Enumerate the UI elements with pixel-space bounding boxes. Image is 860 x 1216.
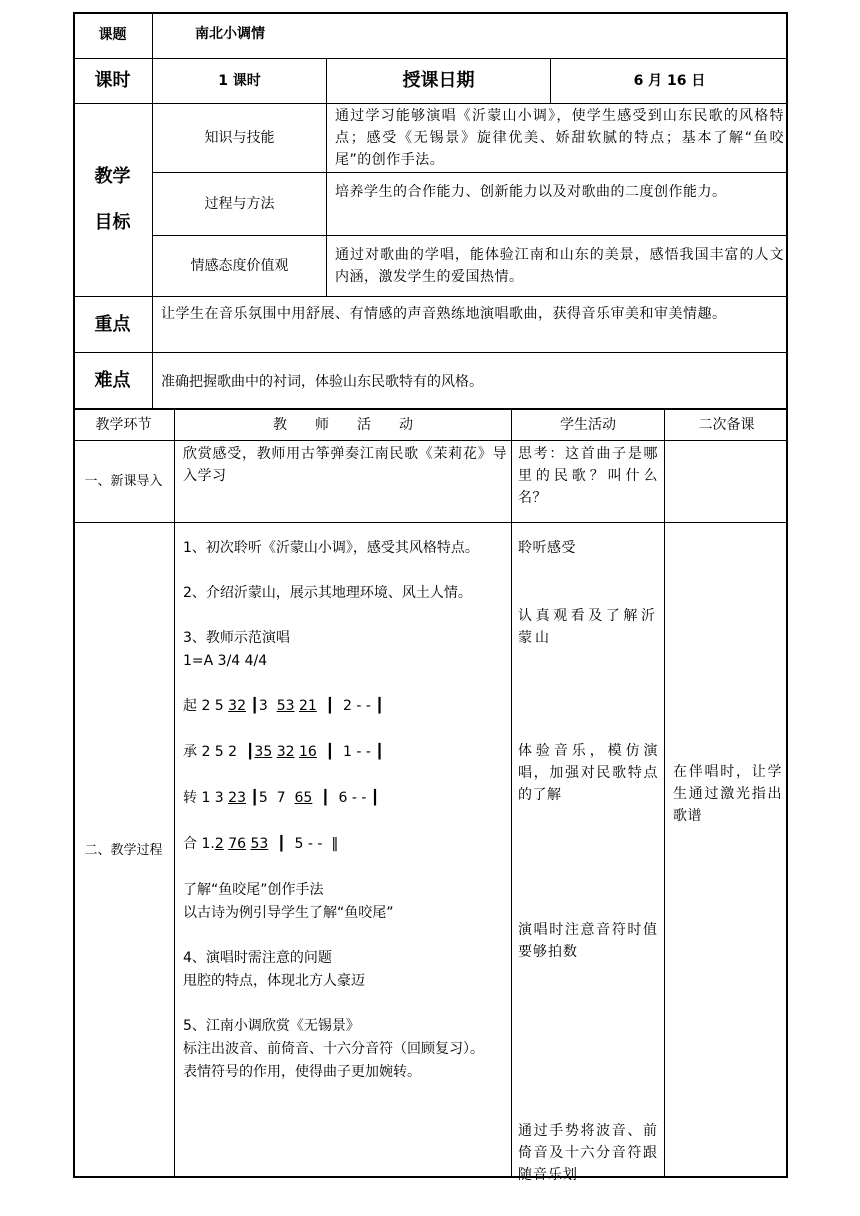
objective-text-knowledge: 通过学习能够演唱《沂蒙山小调》，使学生感受到山东民歌的风格特点；感受《无锡景》旋律优美、娇甜软腻的特点；基本了解“鱼咬尾”的创作手法。 xyxy=(327,104,788,173)
topic-label: 课题 xyxy=(73,12,153,59)
key-points-text: 让学生在音乐氛围中用舒展、有情感的声音熟练地演唱歌曲，获得音乐审美和审美情趣。 xyxy=(153,297,788,353)
fish-bite-tail-1: 了解“鱼咬尾”创作手法 xyxy=(183,882,324,898)
student-step-5: 通过手势将波音、前倚音及十六分音符跟随音乐划 xyxy=(518,1123,658,1183)
step-4: 4、演唱时需注意的问题 xyxy=(183,950,332,966)
step-4-detail: 甩腔的特点，体现北方人豪迈 xyxy=(183,973,365,989)
secondary-note: 在伴唱时，让学生通过激光指出歌谱 xyxy=(673,764,782,824)
student-step-2: 认真观看及了解沂蒙山 xyxy=(518,608,658,646)
student-step-1: 聆听感受 xyxy=(518,540,576,556)
topic-value: 南北小调情 xyxy=(153,12,788,59)
objective-text-process: 培养学生的合作能力、创新能力以及对歌曲的二度创作能力。 xyxy=(327,173,788,236)
objective-name-emotion: 情感态度价值观 xyxy=(153,236,327,297)
objective-name-process: 过程与方法 xyxy=(153,173,327,236)
objective-text-emotion: 通过对歌曲的学唱，能体验江南和山东的美景，感悟我国丰富的人文内涵，激发学生的爱国热情。 xyxy=(327,236,788,297)
stage2-secondary-prep xyxy=(665,523,788,1178)
header-student-activity: 学生活动 xyxy=(512,410,665,441)
stage2-teacher-activity xyxy=(175,523,512,1178)
stage2-name: 二、教学过程 xyxy=(73,523,175,1178)
difficulties-label: 难点 xyxy=(73,353,153,410)
period-value: 1 课时 xyxy=(153,59,327,104)
lesson-plan-sheet xyxy=(73,12,788,1183)
date-value: 6 月 16 日 xyxy=(551,59,788,104)
step-1: 1、初次聆听《沂蒙山小调》，感受其风格特点。 xyxy=(183,540,479,556)
objective-name-knowledge: 知识与技能 xyxy=(153,104,327,173)
step-5-detail-1: 标注出波音、前倚音、十六分音符（回顾复习）。 xyxy=(183,1041,484,1057)
difficulties-text: 准确把握歌曲中的衬词，体验山东民歌特有的风格。 xyxy=(153,353,788,410)
fish-bite-tail-2: 以古诗为例引导学生了解“鱼咬尾” xyxy=(183,905,394,921)
notation-line-he: 合 1.2 76 53 ┃ 5 - - ‖ xyxy=(183,836,339,852)
student-step-4: 演唱时注意音符时值要够拍数 xyxy=(518,922,658,960)
notation-line-zhuan: 转 1 3 23 ┃5 7 65 ┃ 6 - - ┃ xyxy=(183,790,380,806)
objectives-label-line2: 目标 xyxy=(94,212,131,233)
stage1-teacher-activity: 欣赏感受，教师用古筝弹奏江南民歌《茉莉花》导入学习 xyxy=(175,441,512,523)
step-3: 3、教师示范演唱 xyxy=(183,630,290,646)
key-signature: 1=A 3/4 4/4 xyxy=(183,653,268,669)
period-label: 课时 xyxy=(73,59,153,104)
notation-line-cheng: 承 2 5 2 ┃35 32 16 ┃ 1 - - ┃ xyxy=(183,744,384,760)
stage1-student-activity: 思考：这首曲子是哪里的民歌？叫什么名？ xyxy=(512,441,665,523)
header-teacher-activity: 教 师 活 动 xyxy=(175,410,512,441)
stage1-secondary-prep xyxy=(665,441,788,523)
date-label: 授课日期 xyxy=(327,59,551,104)
objectives-label xyxy=(73,104,153,297)
step-2: 2、介绍沂蒙山，展示其地理环境、风土人情。 xyxy=(183,585,472,601)
stage1-name: 一、新课导入 xyxy=(73,441,175,523)
objectives-label-line1: 教学 xyxy=(94,166,131,187)
notation-line-qi: 起 2 5 32 ┃3 53 21 ┃ 2 - - ┃ xyxy=(183,698,384,714)
student-step-3: 体验音乐，模仿演唱，加强对民歌特点的了解 xyxy=(518,743,658,803)
stage2-student-activity xyxy=(512,523,665,1183)
key-points-label: 重点 xyxy=(73,297,153,353)
header-stage: 教学环节 xyxy=(73,410,175,441)
step-5-detail-2: 表情符号的作用，使得曲子更加婉转。 xyxy=(183,1064,421,1080)
header-secondary-prep: 二次备课 xyxy=(665,410,788,441)
step-5: 5、江南小调欣赏《无锡景》 xyxy=(183,1018,360,1034)
